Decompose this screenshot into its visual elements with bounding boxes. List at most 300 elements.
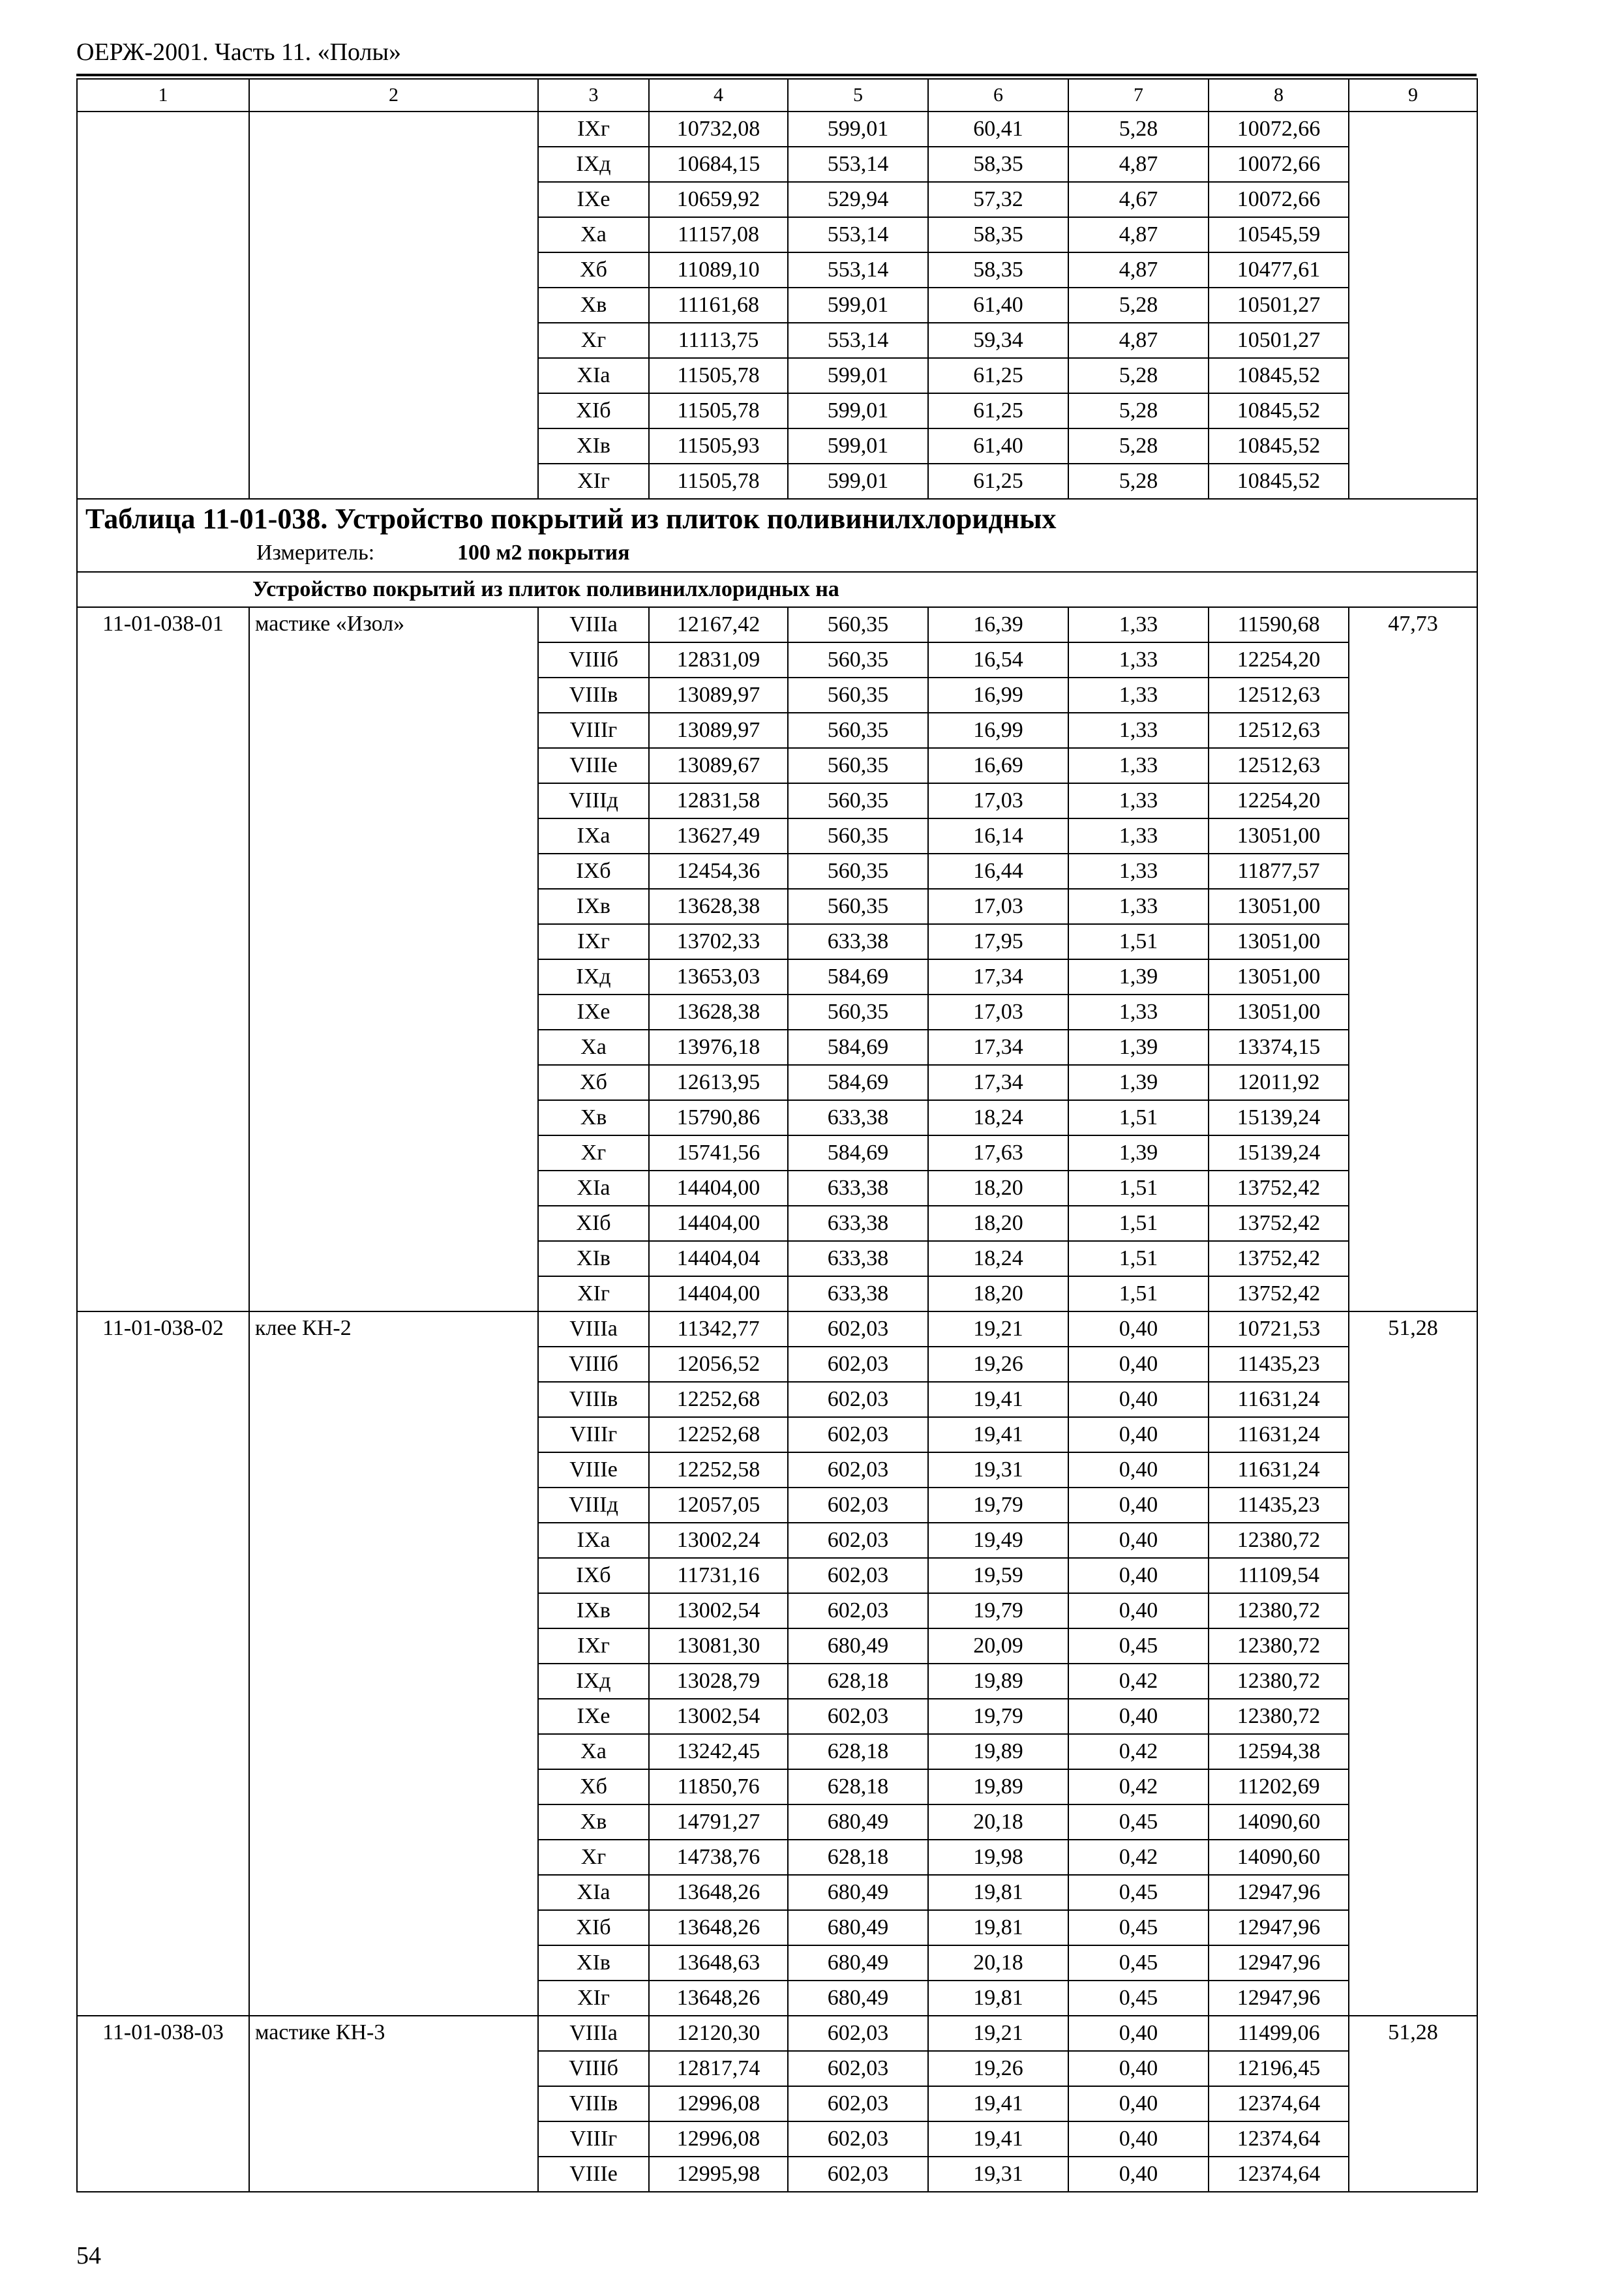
col9-cell: [1349, 1523, 1477, 1558]
value-cell: IXв: [538, 889, 649, 924]
value-cell: 5,28: [1068, 288, 1209, 323]
name-cell: [249, 1804, 538, 1840]
name-cell: [249, 358, 538, 393]
value-cell: Xг: [538, 323, 649, 358]
value-cell: 633,38: [788, 1276, 928, 1311]
value-cell: 14404,00: [649, 1206, 788, 1241]
value-cell: 0,40: [1068, 1417, 1209, 1452]
col9-cell: [1349, 1558, 1477, 1593]
name-cell: [249, 924, 538, 959]
value-cell: 680,49: [788, 1910, 928, 1945]
code-cell: [77, 854, 249, 889]
table-row: [77, 995, 1477, 1030]
col9-cell: [1349, 1452, 1477, 1488]
value-cell: Xб: [538, 1065, 649, 1100]
value-cell: 11157,08: [649, 217, 788, 252]
value-cell: 1,51: [1068, 1276, 1209, 1311]
value-cell: 14090,60: [1209, 1840, 1349, 1875]
name-cell: [249, 1276, 538, 1311]
code-cell: [77, 2051, 249, 2086]
code-cell: [77, 217, 249, 252]
value-cell: 11631,24: [1209, 1417, 1349, 1452]
value-cell: 1,39: [1068, 959, 1209, 995]
table-row: [77, 1311, 1477, 1347]
value-cell: 12947,96: [1209, 1910, 1349, 1945]
value-cell: VIIIе: [538, 2157, 649, 2192]
value-cell: 602,03: [788, 1488, 928, 1523]
name-cell: [249, 2086, 538, 2121]
value-cell: 633,38: [788, 1241, 928, 1276]
value-cell: 12512,63: [1209, 678, 1349, 713]
table-row: [77, 2051, 1477, 2086]
name-cell: [249, 1100, 538, 1135]
code-cell: [77, 2121, 249, 2157]
value-cell: 15139,24: [1209, 1100, 1349, 1135]
code-cell: 11-01-038-01: [77, 607, 249, 642]
value-cell: 16,39: [928, 607, 1068, 642]
value-cell: 61,40: [928, 288, 1068, 323]
value-cell: 13648,63: [649, 1945, 788, 1981]
value-cell: 10501,27: [1209, 288, 1349, 323]
value-cell: VIIIб: [538, 1347, 649, 1382]
col9-cell: [1349, 358, 1477, 393]
value-cell: 10545,59: [1209, 217, 1349, 252]
code-cell: [77, 1769, 249, 1804]
value-cell: 16,44: [928, 854, 1068, 889]
name-cell: мастике «Изол»: [249, 607, 538, 642]
value-cell: 628,18: [788, 1664, 928, 1699]
code-cell: [77, 1875, 249, 1910]
page-number: 54: [76, 2242, 101, 2269]
code-cell: [77, 1347, 249, 1382]
value-cell: 5,28: [1068, 464, 1209, 499]
value-cell: 12380,72: [1209, 1699, 1349, 1734]
col9-cell: [1349, 1840, 1477, 1875]
value-cell: 599,01: [788, 428, 928, 464]
value-cell: 19,79: [928, 1593, 1068, 1628]
value-cell: 11109,54: [1209, 1558, 1349, 1593]
table-row: [77, 1875, 1477, 1910]
value-cell: 633,38: [788, 1100, 928, 1135]
value-cell: 14090,60: [1209, 1804, 1349, 1840]
value-cell: 14404,00: [649, 1276, 788, 1311]
name-cell: [249, 1875, 538, 1910]
table-row: [77, 924, 1477, 959]
value-cell: 19,41: [928, 2086, 1068, 2121]
value-cell: 13089,97: [649, 713, 788, 748]
name-cell: клее КН-2: [249, 1311, 538, 1347]
value-cell: 57,32: [928, 182, 1068, 217]
name-cell: [249, 2051, 538, 2086]
column-number: 1: [77, 79, 249, 112]
value-cell: 11505,78: [649, 393, 788, 428]
value-cell: 12252,68: [649, 1382, 788, 1417]
value-cell: 13648,26: [649, 1875, 788, 1910]
value-cell: 1,51: [1068, 1100, 1209, 1135]
value-cell: 602,03: [788, 2016, 928, 2051]
value-cell: 1,39: [1068, 1030, 1209, 1065]
col9-cell: [1349, 1030, 1477, 1065]
column-number: 4: [649, 79, 788, 112]
value-cell: IXг: [538, 924, 649, 959]
value-cell: 5,28: [1068, 428, 1209, 464]
name-cell: [249, 147, 538, 182]
document-header: ОЕРЖ-2001. Часть 11. «Полы»: [76, 38, 402, 66]
code-cell: [77, 2086, 249, 2121]
code-cell: [77, 1734, 249, 1769]
value-cell: 19,89: [928, 1664, 1068, 1699]
value-cell: IXг: [538, 112, 649, 147]
name-cell: [249, 1664, 538, 1699]
table-row: [77, 147, 1477, 182]
code-cell: [77, 1945, 249, 1981]
value-cell: 553,14: [788, 147, 928, 182]
table-row: [77, 1241, 1477, 1276]
value-cell: 61,40: [928, 428, 1068, 464]
value-cell: 12380,72: [1209, 1593, 1349, 1628]
name-cell: [249, 1347, 538, 1382]
table-row: [77, 323, 1477, 358]
value-cell: 584,69: [788, 1030, 928, 1065]
value-cell: Xб: [538, 1769, 649, 1804]
table-row: [77, 1945, 1477, 1981]
code-cell: [77, 1804, 249, 1840]
value-cell: 680,49: [788, 1804, 928, 1840]
value-cell: 11631,24: [1209, 1382, 1349, 1417]
value-cell: 13627,49: [649, 818, 788, 854]
value-cell: IXе: [538, 1699, 649, 1734]
code-cell: [77, 1488, 249, 1523]
value-cell: 12057,05: [649, 1488, 788, 1523]
code-cell: [77, 2157, 249, 2192]
value-cell: IXб: [538, 1558, 649, 1593]
table-row: [77, 1699, 1477, 1734]
code-cell: [77, 1452, 249, 1488]
value-cell: 584,69: [788, 1135, 928, 1171]
table-row: [77, 1734, 1477, 1769]
name-cell: [249, 1981, 538, 2016]
code-cell: [77, 147, 249, 182]
value-cell: 4,87: [1068, 217, 1209, 252]
value-cell: 560,35: [788, 783, 928, 818]
value-cell: 602,03: [788, 1382, 928, 1417]
value-cell: 19,21: [928, 1311, 1068, 1347]
value-cell: 18,24: [928, 1100, 1068, 1135]
col9-cell: [1349, 288, 1477, 323]
value-cell: 10072,66: [1209, 112, 1349, 147]
value-cell: 58,35: [928, 217, 1068, 252]
value-cell: 17,03: [928, 783, 1068, 818]
value-cell: 17,63: [928, 1135, 1068, 1171]
name-cell: [249, 713, 538, 748]
value-cell: 17,03: [928, 889, 1068, 924]
value-cell: 10072,66: [1209, 147, 1349, 182]
value-cell: 13752,42: [1209, 1171, 1349, 1206]
value-cell: 0,45: [1068, 1628, 1209, 1664]
name-cell: [249, 1417, 538, 1452]
value-cell: 602,03: [788, 1311, 928, 1347]
value-cell: 0,40: [1068, 1699, 1209, 1734]
value-cell: 13648,26: [649, 1910, 788, 1945]
value-cell: 680,49: [788, 1628, 928, 1664]
value-cell: 602,03: [788, 1523, 928, 1558]
col9-cell: [1349, 1065, 1477, 1100]
value-cell: 17,95: [928, 924, 1068, 959]
col9-cell: [1349, 393, 1477, 428]
table-row: [77, 217, 1477, 252]
value-cell: 560,35: [788, 748, 928, 783]
value-cell: 0,40: [1068, 1523, 1209, 1558]
name-cell: [249, 854, 538, 889]
value-cell: 19,26: [928, 2051, 1068, 2086]
code-cell: [77, 1206, 249, 1241]
value-cell: VIIIд: [538, 1488, 649, 1523]
value-cell: 12380,72: [1209, 1628, 1349, 1664]
column-number: 2: [249, 79, 538, 112]
value-cell: 602,03: [788, 1558, 928, 1593]
code-cell: [77, 924, 249, 959]
code-cell: [77, 1100, 249, 1135]
value-cell: 12056,52: [649, 1347, 788, 1382]
col9-cell: [1349, 1171, 1477, 1206]
value-cell: VIIIб: [538, 642, 649, 678]
value-cell: 19,31: [928, 1452, 1068, 1488]
value-cell: 13702,33: [649, 924, 788, 959]
col9-cell: [1349, 642, 1477, 678]
column-number-row: [77, 79, 1477, 112]
value-cell: 553,14: [788, 252, 928, 288]
value-cell: 0,40: [1068, 2086, 1209, 2121]
value-cell: 59,34: [928, 323, 1068, 358]
value-cell: 633,38: [788, 1171, 928, 1206]
value-cell: VIIIе: [538, 748, 649, 783]
table-row: [77, 783, 1477, 818]
code-cell: [77, 288, 249, 323]
value-cell: 17,34: [928, 1030, 1068, 1065]
value-cell: 0,40: [1068, 1347, 1209, 1382]
value-cell: 19,59: [928, 1558, 1068, 1593]
value-cell: 560,35: [788, 642, 928, 678]
table-row: [77, 2157, 1477, 2192]
code-cell: [77, 393, 249, 428]
table-row: [77, 1417, 1477, 1452]
name-cell: [249, 959, 538, 995]
value-cell: 12512,63: [1209, 713, 1349, 748]
name-cell: [249, 995, 538, 1030]
value-cell: 602,03: [788, 2157, 928, 2192]
name-cell: [249, 889, 538, 924]
value-cell: 12380,72: [1209, 1523, 1349, 1558]
value-cell: IXд: [538, 1664, 649, 1699]
value-cell: 12454,36: [649, 854, 788, 889]
value-cell: 560,35: [788, 818, 928, 854]
value-cell: 17,34: [928, 1065, 1068, 1100]
col9-cell: [1349, 1417, 1477, 1452]
value-cell: 13002,24: [649, 1523, 788, 1558]
code-cell: [77, 1030, 249, 1065]
table-row: [77, 889, 1477, 924]
value-cell: 12252,68: [649, 1417, 788, 1452]
value-cell: 19,89: [928, 1769, 1068, 1804]
table-row: [77, 252, 1477, 288]
table-row: [77, 748, 1477, 783]
name-cell: [249, 1523, 538, 1558]
value-cell: 19,81: [928, 1875, 1068, 1910]
table-row: [77, 642, 1477, 678]
value-cell: 12374,64: [1209, 2086, 1349, 2121]
col9-cell: 47,73: [1349, 607, 1477, 642]
value-cell: 680,49: [788, 1945, 928, 1981]
value-cell: 602,03: [788, 2086, 928, 2121]
value-cell: 4,87: [1068, 252, 1209, 288]
value-cell: 553,14: [788, 217, 928, 252]
col9-cell: [1349, 323, 1477, 358]
value-cell: XIг: [538, 1276, 649, 1311]
value-cell: 11505,93: [649, 428, 788, 464]
table-row: [77, 428, 1477, 464]
col9-cell: [1349, 2086, 1477, 2121]
table-row: [77, 2086, 1477, 2121]
value-cell: 529,94: [788, 182, 928, 217]
col9-cell: [1349, 464, 1477, 499]
col9-cell: [1349, 924, 1477, 959]
value-cell: Xв: [538, 1100, 649, 1135]
col9-cell: [1349, 783, 1477, 818]
value-cell: 19,79: [928, 1488, 1068, 1523]
table-row: [77, 1347, 1477, 1382]
value-cell: 0,42: [1068, 1734, 1209, 1769]
name-cell: [249, 678, 538, 713]
value-cell: 680,49: [788, 1981, 928, 2016]
col9-cell: [1349, 2121, 1477, 2157]
code-cell: [77, 713, 249, 748]
value-cell: 602,03: [788, 1347, 928, 1382]
value-cell: 0,42: [1068, 1840, 1209, 1875]
table-row: [77, 1664, 1477, 1699]
col9-cell: [1349, 1593, 1477, 1628]
value-cell: 17,34: [928, 959, 1068, 995]
col9-cell: [1349, 889, 1477, 924]
value-cell: 602,03: [788, 2051, 928, 2086]
value-cell: 5,28: [1068, 358, 1209, 393]
value-cell: Xг: [538, 1135, 649, 1171]
col9-cell: [1349, 1910, 1477, 1945]
code-cell: [77, 1593, 249, 1628]
name-cell: [249, 1945, 538, 1981]
table-row: [77, 1558, 1477, 1593]
value-cell: 10721,53: [1209, 1311, 1349, 1347]
table-row: [77, 854, 1477, 889]
value-cell: 13002,54: [649, 1593, 788, 1628]
value-cell: 19,79: [928, 1699, 1068, 1734]
value-cell: 1,33: [1068, 818, 1209, 854]
value-cell: 13653,03: [649, 959, 788, 995]
value-cell: 11850,76: [649, 1769, 788, 1804]
value-cell: 602,03: [788, 1699, 928, 1734]
code-cell: [77, 818, 249, 854]
value-cell: XIг: [538, 464, 649, 499]
code-cell: [77, 642, 249, 678]
col9-cell: [1349, 678, 1477, 713]
code-cell: [77, 889, 249, 924]
name-cell: [249, 428, 538, 464]
value-cell: 58,35: [928, 147, 1068, 182]
value-cell: 13752,42: [1209, 1206, 1349, 1241]
value-cell: 19,81: [928, 1910, 1068, 1945]
value-cell: 10845,52: [1209, 464, 1349, 499]
value-cell: 20,18: [928, 1804, 1068, 1840]
value-cell: 10072,66: [1209, 182, 1349, 217]
value-cell: XIб: [538, 1910, 649, 1945]
code-cell: [77, 1840, 249, 1875]
column-number: 9: [1349, 79, 1477, 112]
value-cell: 12947,96: [1209, 1981, 1349, 2016]
table-row: [77, 1488, 1477, 1523]
name-cell: [249, 1241, 538, 1276]
value-cell: 17,03: [928, 995, 1068, 1030]
table-row: [77, 358, 1477, 393]
value-cell: 13628,38: [649, 995, 788, 1030]
value-cell: 1,39: [1068, 1135, 1209, 1171]
table-row: [77, 1523, 1477, 1558]
col9-cell: [1349, 1241, 1477, 1276]
col9-cell: [1349, 1347, 1477, 1382]
value-cell: 61,25: [928, 393, 1068, 428]
value-cell: 12996,08: [649, 2121, 788, 2157]
value-cell: VIIIв: [538, 1382, 649, 1417]
col9-cell: [1349, 1206, 1477, 1241]
value-cell: VIIIа: [538, 2016, 649, 2051]
value-cell: 12374,64: [1209, 2157, 1349, 2192]
value-cell: 19,89: [928, 1734, 1068, 1769]
value-cell: 15790,86: [649, 1100, 788, 1135]
value-cell: 560,35: [788, 854, 928, 889]
value-cell: 12594,38: [1209, 1734, 1349, 1769]
value-cell: 10684,15: [649, 147, 788, 182]
code-cell: [77, 1628, 249, 1664]
value-cell: 10477,61: [1209, 252, 1349, 288]
value-cell: 0,40: [1068, 1558, 1209, 1593]
value-cell: XIа: [538, 358, 649, 393]
name-cell: [249, 323, 538, 358]
name-cell: [249, 252, 538, 288]
name-cell: [249, 1734, 538, 1769]
name-cell: [249, 1769, 538, 1804]
value-cell: 1,33: [1068, 607, 1209, 642]
name-cell: [249, 1558, 538, 1593]
value-cell: 11590,68: [1209, 607, 1349, 642]
value-cell: 11499,06: [1209, 2016, 1349, 2051]
value-cell: 18,24: [928, 1241, 1068, 1276]
value-cell: XIа: [538, 1875, 649, 1910]
value-cell: 602,03: [788, 1452, 928, 1488]
table-row: [77, 1276, 1477, 1311]
value-cell: 19,41: [928, 1417, 1068, 1452]
value-cell: Xа: [538, 1030, 649, 1065]
value-cell: 12831,09: [649, 642, 788, 678]
value-cell: XIа: [538, 1171, 649, 1206]
value-cell: 0,40: [1068, 1382, 1209, 1417]
measure-line: [85, 539, 1477, 567]
table-row: [77, 1910, 1477, 1945]
name-cell: [249, 642, 538, 678]
value-cell: 18,20: [928, 1276, 1068, 1311]
value-cell: 10659,92: [649, 182, 788, 217]
value-cell: 599,01: [788, 112, 928, 147]
value-cell: 13242,45: [649, 1734, 788, 1769]
value-cell: 11435,23: [1209, 1347, 1349, 1382]
value-cell: 1,51: [1068, 924, 1209, 959]
